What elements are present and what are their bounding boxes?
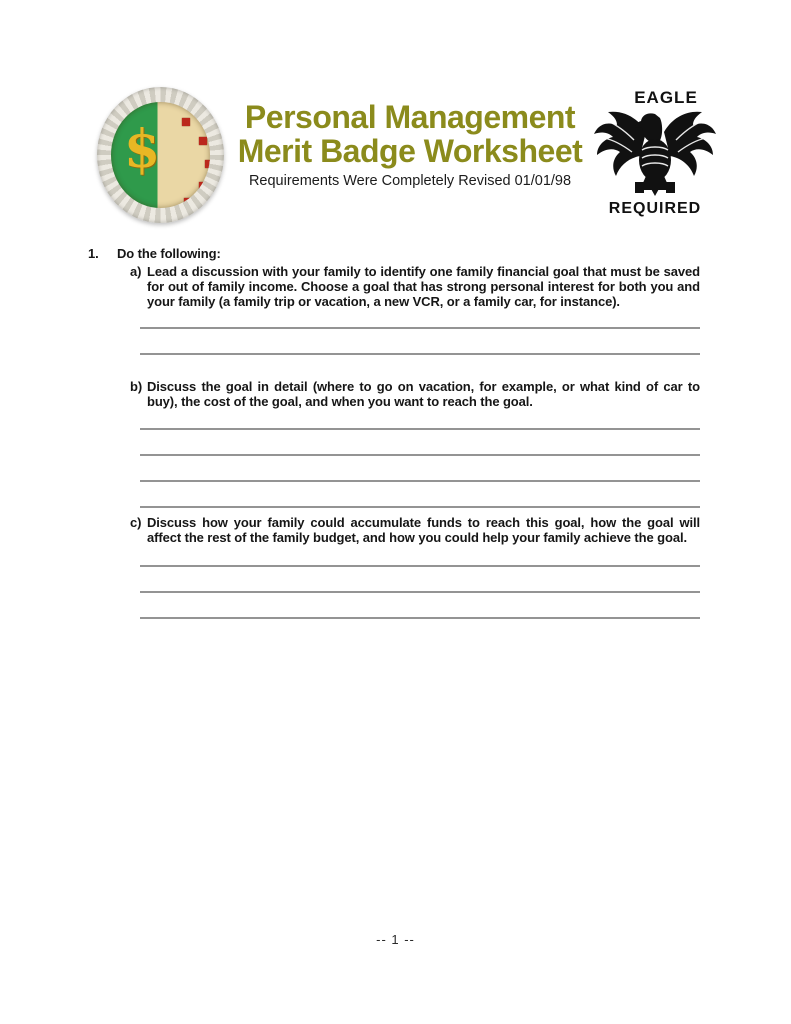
sub-item-letter: c) bbox=[130, 515, 142, 530]
sub-item-letter: b) bbox=[130, 379, 143, 394]
badge-red-dot bbox=[205, 160, 210, 168]
answer-lines-a bbox=[140, 303, 700, 355]
sub-item-a bbox=[130, 264, 700, 309]
requirements-section bbox=[88, 246, 700, 619]
required-label: REQUIRED bbox=[608, 200, 702, 217]
answer-line bbox=[140, 482, 700, 508]
title-line-1: Personal Management bbox=[244, 99, 576, 135]
requirement-number: 1. bbox=[88, 246, 99, 261]
revision-note: Requirements Were Completely Revised 01/01/98 bbox=[248, 173, 572, 189]
answer-lines-c bbox=[140, 541, 700, 619]
badge-red-dot bbox=[182, 118, 190, 126]
answer-line bbox=[140, 593, 700, 619]
sub-item-text: Discuss the goal in detail (where to go on vacation, for example, or what kind of car to buy), the cost of the goal, and when you want to reach the goal. bbox=[147, 379, 700, 409]
eagle-required-emblem bbox=[592, 88, 718, 218]
sub-item-b bbox=[130, 379, 700, 409]
answer-lines-b bbox=[140, 404, 700, 508]
answer-line bbox=[140, 329, 700, 355]
badge-red-dot bbox=[199, 137, 207, 145]
answer-line bbox=[140, 430, 700, 456]
answer-line bbox=[140, 567, 700, 593]
requirement-1-heading bbox=[88, 246, 700, 261]
requirement-text: Do the following: bbox=[117, 246, 221, 261]
answer-line bbox=[140, 456, 700, 482]
merit-badge-image bbox=[97, 87, 224, 223]
badge-red-dot bbox=[199, 182, 207, 190]
sub-item-c bbox=[130, 515, 700, 545]
page-title bbox=[225, 100, 595, 189]
merit-badge-field bbox=[111, 102, 210, 208]
dollar-sign-icon: $ bbox=[124, 119, 161, 180]
sub-item-text: Lead a discussion with your family to identify one family financial goal that must be saved for out of family income. Choose a goal that has strong personal interest for both you and your family (a family trip or vacation, a new VCR, or a family car, for instance). bbox=[147, 264, 700, 309]
sub-item-letter: a) bbox=[130, 264, 142, 279]
eagle-icon bbox=[592, 98, 718, 198]
page-number: -- 1 -- bbox=[376, 932, 415, 947]
title-line-2: Merit Badge Worksheet bbox=[237, 133, 583, 169]
badge-red-dot bbox=[184, 198, 192, 206]
eagle-label: EAGLE bbox=[634, 88, 698, 107]
sub-item-text: Discuss how your family could accumulate funds to reach this goal, how the goal will affect the rest of the family budget, and how you could help your family achieve the goal. bbox=[147, 515, 700, 545]
